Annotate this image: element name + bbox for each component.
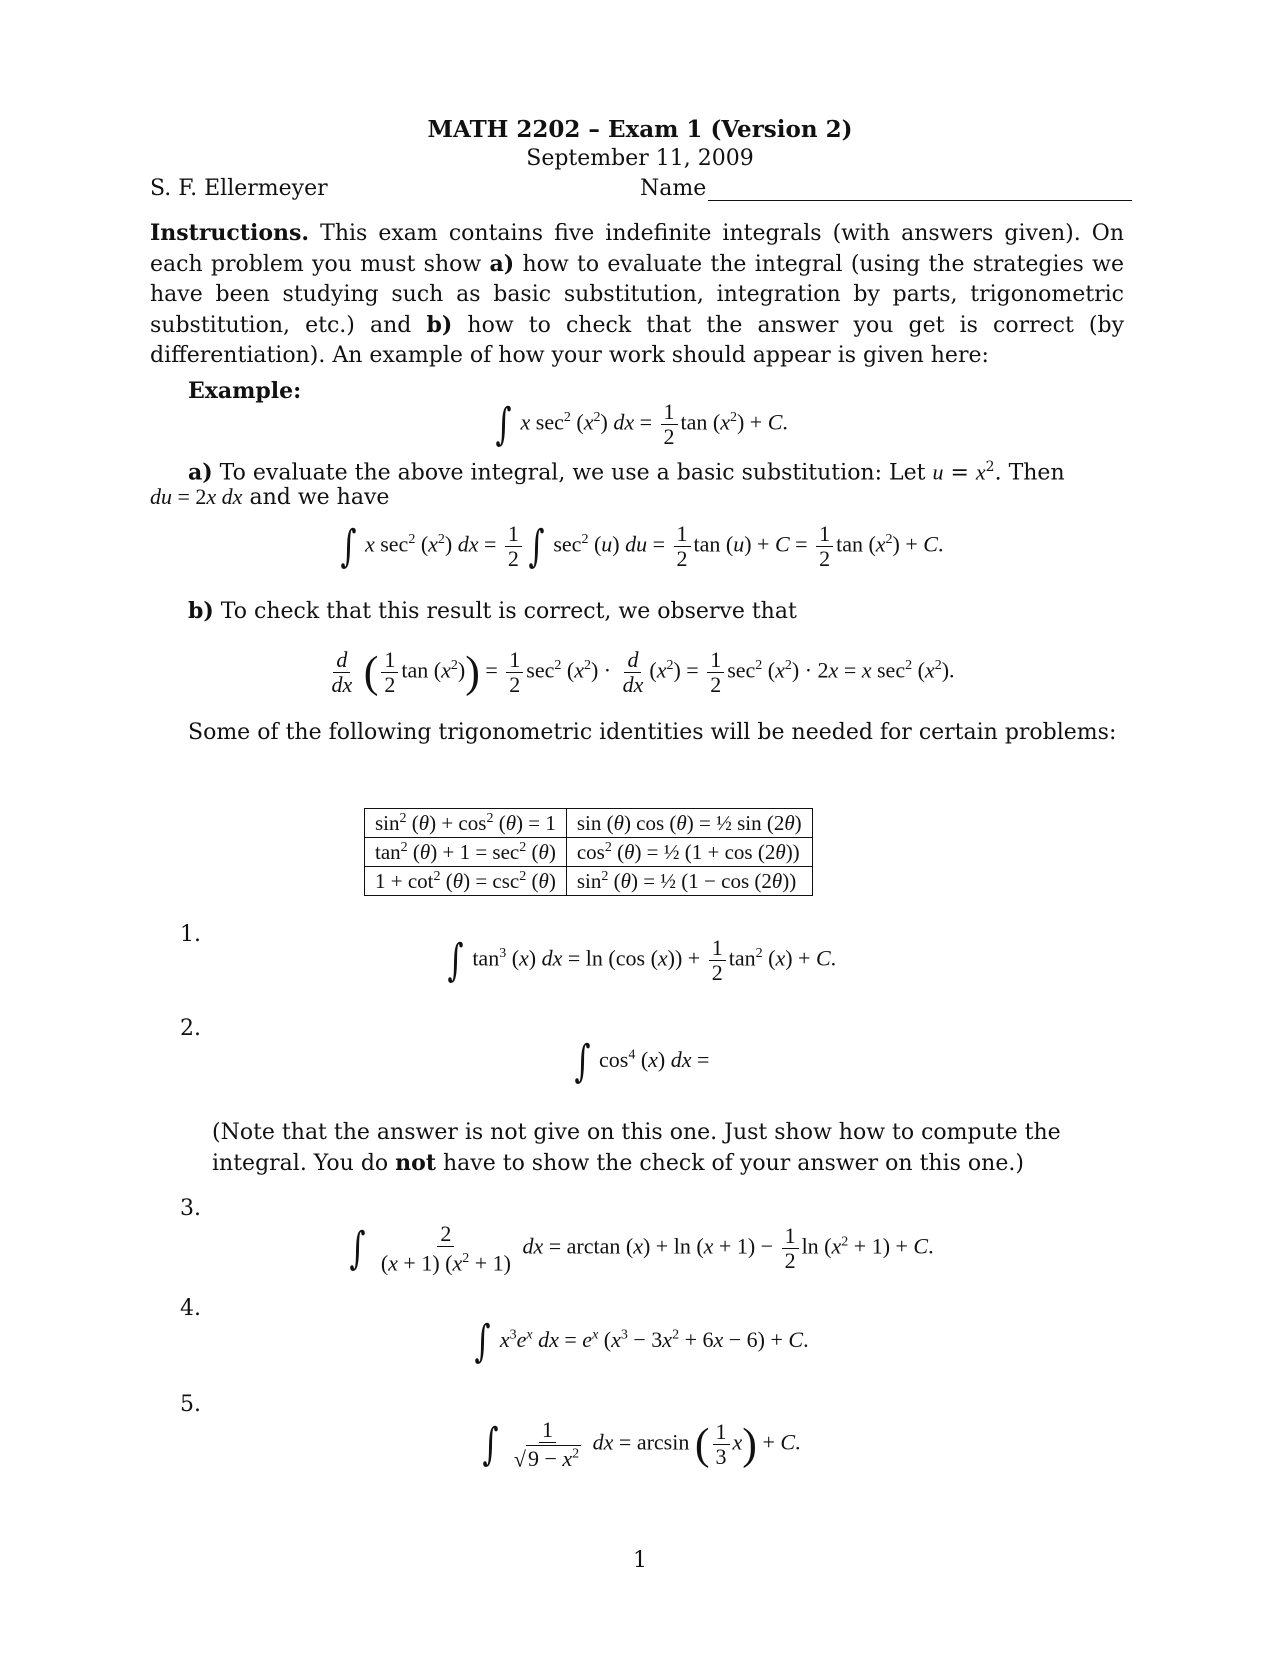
table-row: [365, 838, 813, 867]
table-row: [365, 809, 813, 838]
instructions-text-3: how to check that the answer you get is correct (by differentiation). An example of how your work should appear is given here:: [150, 313, 1125, 368]
exam-date: September 11, 2009: [526, 146, 754, 171]
problem-1-equation: ∫ $\tan^3 (x)$ dx = ln (cos (x)) + $\frac{1}{2}$ $\tan^2 (x) + C$.: [447, 934, 837, 986]
problem-2-number: 2.: [180, 1016, 201, 1041]
problem-2-equation: ∫ $\cos^4 (x)$ dx =: [574, 1036, 710, 1087]
problem-1-number: 1.: [180, 922, 201, 947]
instructions-label: Instructions.: [150, 220, 310, 246]
instructions-text-1: This exam contains five indefinite integrals (with answers given). On each problem you must show: [150, 221, 1125, 277]
identity-cell: $\tan^2 (\theta) + 1 = \sec^2 (\theta)$: [365, 838, 567, 867]
note-bold: not: [395, 1150, 436, 1176]
note-text-2: have to show the check of your answer on this one.): [443, 1151, 1024, 1176]
part-b-label: b): [188, 598, 214, 624]
identities-table: [364, 808, 813, 896]
example-substitution-equation: ∫ x $\sec^2 (x^2)$ dx = $\frac{1}{2}$ ∫ $\sec^2 (u)$ du = $\frac{1}{2}$ tan (u) + C = $\frac{1}{2}$ $\tan (x^2) + C$.: [339, 520, 944, 572]
name-line[interactable]: [708, 178, 1132, 201]
example-part-a: a) To evaluate the above integral, we use a basic substitution: Let $u = x^2$. Then: [188, 459, 1065, 486]
note-text-1: (Note that the answer is not give on this one. Just show how to compute the integral. You do: [212, 1120, 1061, 1176]
part-a-text-2: Then: [1008, 460, 1065, 486]
instructions-b: b): [426, 312, 453, 338]
example-equation: ∫ x $\sec^2 (x^2)$ dx = $\frac{1}{2}$ $\tan (x^2) + C$.: [495, 398, 788, 450]
example-part-b: [150, 596, 1124, 627]
problem-5-equation: ∫ $\frac{1}{√9 - x^2}$ dx = arcsin ( $\frac{1}{3}$ x) + C.: [482, 1417, 801, 1472]
identity-cell: $\sin^2 (\theta)$ = ½ (1 − cos (2θ)): [566, 867, 812, 896]
part-b-text: To check that this result is correct, we observe that: [220, 599, 797, 624]
identity-cell: $\cos^2 (\theta)$ = ½ (1 + cos (2θ)): [566, 838, 812, 867]
page-number: 1: [633, 1548, 647, 1573]
problem-4-equation: ∫ $x^3e^x$ dx = $e^x$ $(x^3 - 3x^2 + 6x - 6) + C$.: [474, 1316, 809, 1367]
instructions-text-2: how to evaluate the integral (using the strategies we have been studying such as basic substitution, integration by parts, trigonometric substitution, etc.) and: [150, 252, 1124, 338]
name-field[interactable]: [640, 176, 1132, 201]
problem-5-number: 5.: [180, 1392, 201, 1417]
part-a-label: a): [188, 459, 213, 486]
identity-cell: $\sin^2 (\theta) + \cos^2 (\theta) = 1$: [365, 809, 567, 838]
example-check-equation: $\frac{d}{dx}$ ( $\frac{1}{2}$ $\tan (x^2)$) = $\frac{1}{2}$ $\sec^2 (x^2)$ · $\frac{d}{dx}$ $(x^2)$ = $\frac{1}{2}$ $\sec^2 (x^2) \cdot 2x = x$ $\sec^2 (x^2)$.: [331, 647, 955, 697]
author: S. F. Ellermeyer: [150, 176, 328, 201]
identity-cell: sin (θ) cos (θ) = ½ sin (2θ): [566, 809, 812, 838]
identity-cell: $1 + \cot^2 (\theta) = \csc^2 (\theta)$: [365, 867, 567, 896]
problem-2-note: [212, 1118, 1124, 1179]
instructions: [150, 218, 1124, 371]
problem-3-equation: ∫ $\frac{2}{(x + 1) (x^2 + 1)}$ dx = arctan (x) + ln (x + 1) − $\frac{1}{2}$ $\ln (x^2 + 1) + C$.: [349, 1221, 934, 1276]
identities-intro: Some of the following trigonometric identities will be needed for certain problems:: [188, 720, 1117, 745]
example-part-a-line2: du = 2x dx and we have: [150, 484, 390, 510]
table-row: [365, 867, 813, 896]
problem-3-number: 3.: [180, 1196, 201, 1221]
name-label: Name: [640, 176, 707, 201]
problem-4-number: 4.: [180, 1296, 201, 1321]
example-label: Example:: [188, 378, 302, 404]
exam-title: MATH 2202 – Exam 1 (Version 2): [427, 116, 853, 143]
part-a-text-3: and we have: [249, 485, 390, 510]
instructions-a: a): [489, 251, 515, 277]
part-a-text-1: To evaluate the above integral, we use a basic substitution: Let: [219, 460, 926, 486]
